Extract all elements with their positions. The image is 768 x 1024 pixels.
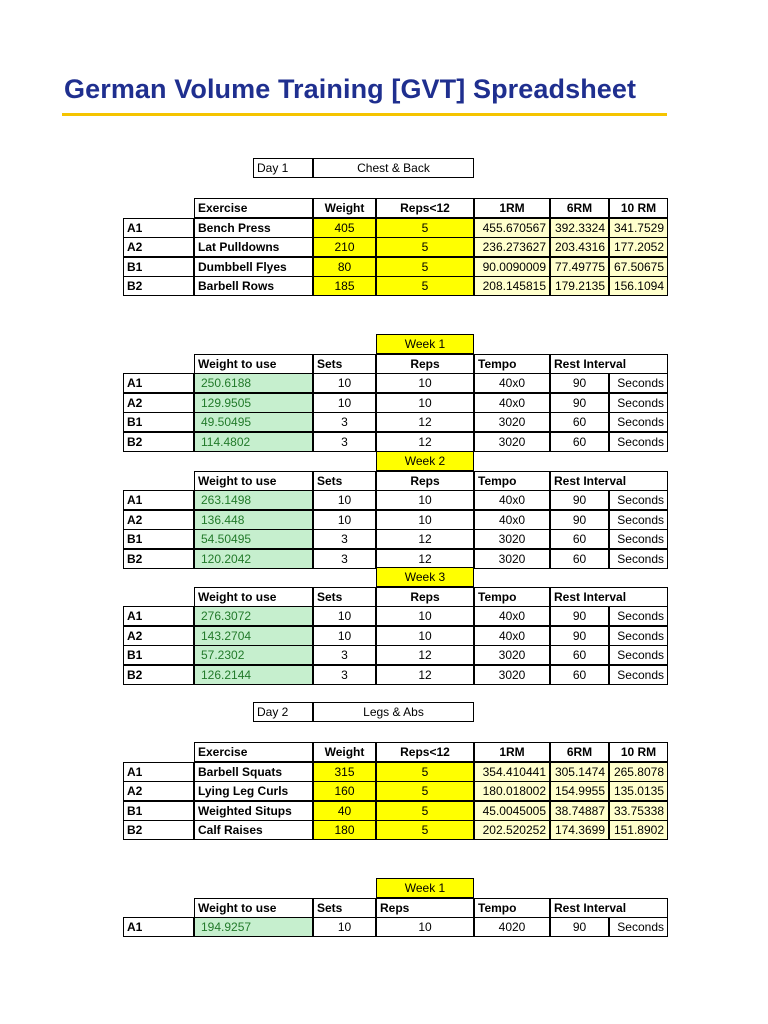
exercise-cell[interactable]: Lat Pulldowns bbox=[194, 237, 313, 257]
rm1-cell[interactable]: 45.0045005 bbox=[474, 801, 550, 821]
exercise-cell[interactable]: Dumbbell Flyes bbox=[194, 257, 313, 277]
row-id-cell[interactable]: A1 bbox=[123, 218, 194, 238]
sets-cell[interactable]: 3 bbox=[313, 665, 376, 685]
weight-input-cell[interactable]: 80 bbox=[313, 257, 376, 277]
header-weight-to-use: Weight to use bbox=[194, 587, 313, 607]
row-id-cell[interactable]: A1 bbox=[123, 490, 194, 510]
rest-unit-cell[interactable]: Seconds bbox=[609, 510, 668, 530]
row-id-cell[interactable]: B1 bbox=[123, 801, 194, 821]
rest-interval-cell[interactable]: 90 bbox=[550, 510, 609, 530]
rm1-cell[interactable]: 354.410441 bbox=[474, 762, 550, 782]
rest-unit-cell[interactable]: Seconds bbox=[609, 529, 668, 549]
rm10-cell[interactable]: 135.0135 bbox=[609, 781, 668, 801]
rm1-cell[interactable]: 180.018002 bbox=[474, 781, 550, 801]
rest-interval-cell[interactable]: 60 bbox=[550, 645, 609, 665]
rm10-cell[interactable]: 177.2052 bbox=[609, 237, 668, 257]
header-reps: Reps bbox=[376, 898, 474, 918]
header-1rm: 1RM bbox=[474, 742, 550, 762]
reps-cell[interactable]: 10 bbox=[376, 626, 474, 646]
rm10-cell[interactable]: 67.50675 bbox=[609, 257, 668, 277]
tempo-cell[interactable]: 40x0 bbox=[474, 490, 550, 510]
reps-input-cell[interactable]: 5 bbox=[376, 820, 474, 840]
tempo-cell[interactable]: 3020 bbox=[474, 645, 550, 665]
rm6-cell[interactable]: 174.3699 bbox=[550, 820, 609, 840]
row-id-cell[interactable]: A2 bbox=[123, 626, 194, 646]
rm1-cell[interactable]: 208.145815 bbox=[474, 276, 550, 296]
week-label-cell[interactable]: Week 1 bbox=[376, 334, 474, 354]
header-weight-to-use: Weight to use bbox=[194, 354, 313, 374]
sets-cell[interactable]: 3 bbox=[313, 645, 376, 665]
sets-cell[interactable]: 10 bbox=[313, 373, 376, 393]
header-reps: Reps<12 bbox=[376, 198, 474, 218]
header-6rm: 6RM bbox=[550, 742, 609, 762]
row-id-cell[interactable]: B1 bbox=[123, 257, 194, 277]
reps-input-cell[interactable]: 5 bbox=[376, 257, 474, 277]
tempo-cell[interactable]: 3020 bbox=[474, 529, 550, 549]
reps-input-cell[interactable]: 5 bbox=[376, 237, 474, 257]
reps-cell[interactable]: 12 bbox=[376, 645, 474, 665]
header-sets: Sets bbox=[313, 471, 376, 491]
header-weight-to-use: Weight to use bbox=[194, 898, 313, 918]
rm10-cell[interactable]: 341.7529 bbox=[609, 218, 668, 238]
rest-unit-cell[interactable]: Seconds bbox=[609, 626, 668, 646]
reps-cell[interactable]: 10 bbox=[376, 510, 474, 530]
rest-unit-cell[interactable]: Seconds bbox=[609, 432, 668, 452]
header-tempo: Tempo bbox=[474, 354, 550, 374]
weight-input-cell[interactable]: 180 bbox=[313, 820, 376, 840]
row-id-cell[interactable]: A2 bbox=[123, 781, 194, 801]
reps-cell[interactable]: 10 bbox=[376, 373, 474, 393]
day-name-cell[interactable]: Chest & Back bbox=[313, 158, 474, 178]
rest-interval-cell[interactable]: 60 bbox=[550, 549, 609, 569]
rest-interval-cell[interactable]: 60 bbox=[550, 665, 609, 685]
row-id-cell[interactable]: A1 bbox=[123, 606, 194, 626]
rest-unit-cell[interactable]: Seconds bbox=[609, 645, 668, 665]
rest-interval-cell[interactable]: 90 bbox=[550, 917, 609, 937]
page-title: German Volume Training [GVT] Spreadsheet bbox=[64, 74, 637, 104]
exercise-cell[interactable]: Lying Leg Curls bbox=[194, 781, 313, 801]
tempo-cell[interactable]: 4020 bbox=[474, 917, 550, 937]
header-tempo: Tempo bbox=[474, 471, 550, 491]
header-reps: Reps bbox=[376, 587, 474, 607]
rest-unit-cell[interactable]: Seconds bbox=[609, 490, 668, 510]
rm6-cell[interactable]: 179.2135 bbox=[550, 276, 609, 296]
sets-cell[interactable]: 3 bbox=[313, 529, 376, 549]
sets-cell[interactable]: 10 bbox=[313, 606, 376, 626]
reps-input-cell[interactable]: 5 bbox=[376, 762, 474, 782]
row-id-cell[interactable]: A1 bbox=[123, 762, 194, 782]
header-weight-to-use: Weight to use bbox=[194, 471, 313, 491]
rest-interval-cell[interactable]: 90 bbox=[550, 393, 609, 413]
header-sets: Sets bbox=[313, 898, 376, 918]
header-weight: Weight bbox=[313, 198, 376, 218]
weight-input-cell[interactable]: 40 bbox=[313, 801, 376, 821]
header-reps: Reps bbox=[376, 354, 474, 374]
tempo-cell[interactable]: 40x0 bbox=[474, 606, 550, 626]
rm1-cell[interactable]: 236.273627 bbox=[474, 237, 550, 257]
rm6-cell[interactable]: 38.74887 bbox=[550, 801, 609, 821]
rm10-cell[interactable]: 33.75338 bbox=[609, 801, 668, 821]
row-id-cell[interactable]: B2 bbox=[123, 276, 194, 296]
reps-cell[interactable]: 12 bbox=[376, 529, 474, 549]
row-id-cell[interactable]: B1 bbox=[123, 412, 194, 432]
weight-to-use-cell[interactable]: 263.1498 bbox=[194, 490, 313, 510]
day-label-cell[interactable]: Day 1 bbox=[253, 158, 313, 178]
reps-input-cell[interactable]: 5 bbox=[376, 276, 474, 296]
weight-input-cell[interactable]: 405 bbox=[313, 218, 376, 238]
reps-cell[interactable]: 10 bbox=[376, 606, 474, 626]
header-rest-interval: Rest Interval bbox=[550, 354, 668, 374]
exercise-cell[interactable]: Weighted Situps bbox=[194, 801, 313, 821]
weight-to-use-cell[interactable]: 136.448 bbox=[194, 510, 313, 530]
exercise-cell[interactable]: Barbell Rows bbox=[194, 276, 313, 296]
rest-interval-cell[interactable]: 60 bbox=[550, 529, 609, 549]
exercise-cell[interactable]: Barbell Squats bbox=[194, 762, 313, 782]
reps-input-cell[interactable]: 5 bbox=[376, 218, 474, 238]
header-10rm: 10 RM bbox=[609, 198, 668, 218]
header-1rm: 1RM bbox=[474, 198, 550, 218]
weight-to-use-cell[interactable]: 194.9257 bbox=[194, 917, 313, 937]
rm6-cell[interactable]: 203.4316 bbox=[550, 237, 609, 257]
rest-interval-cell[interactable]: 90 bbox=[550, 373, 609, 393]
reps-input-cell[interactable]: 5 bbox=[376, 801, 474, 821]
header-reps: Reps bbox=[376, 471, 474, 491]
tempo-cell[interactable]: 40x0 bbox=[474, 373, 550, 393]
rest-unit-cell[interactable]: Seconds bbox=[609, 549, 668, 569]
rm10-cell[interactable]: 265.8078 bbox=[609, 762, 668, 782]
rest-interval-cell[interactable]: 90 bbox=[550, 490, 609, 510]
week-label-cell[interactable]: Week 2 bbox=[376, 451, 474, 471]
weight-to-use-cell[interactable]: 250.6188 bbox=[194, 373, 313, 393]
rm6-cell[interactable]: 154.9955 bbox=[550, 781, 609, 801]
reps-cell[interactable]: 12 bbox=[376, 549, 474, 569]
week-label-cell[interactable]: Week 3 bbox=[376, 567, 474, 587]
row-id-cell[interactable]: B2 bbox=[123, 549, 194, 569]
reps-cell[interactable]: 10 bbox=[376, 490, 474, 510]
weight-to-use-cell[interactable]: 143.2704 bbox=[194, 626, 313, 646]
header-tempo: Tempo bbox=[474, 898, 550, 918]
reps-cell[interactable]: 12 bbox=[376, 412, 474, 432]
weight-to-use-cell[interactable]: 49.50495 bbox=[194, 412, 313, 432]
row-id-cell[interactable]: A2 bbox=[123, 510, 194, 530]
header-10rm: 10 RM bbox=[609, 742, 668, 762]
header-6rm: 6RM bbox=[550, 198, 609, 218]
weight-input-cell[interactable]: 160 bbox=[313, 781, 376, 801]
weight-to-use-cell[interactable]: 129.9505 bbox=[194, 393, 313, 413]
rest-interval-cell[interactable]: 90 bbox=[550, 606, 609, 626]
week-label-cell[interactable]: Week 1 bbox=[376, 878, 474, 898]
rest-unit-cell[interactable]: Seconds bbox=[609, 393, 668, 413]
sets-cell[interactable]: 10 bbox=[313, 510, 376, 530]
row-id-cell[interactable]: B2 bbox=[123, 820, 194, 840]
header-rest-interval: Rest Interval bbox=[550, 471, 668, 491]
rest-unit-cell[interactable]: Seconds bbox=[609, 917, 668, 937]
rest-unit-cell[interactable]: Seconds bbox=[609, 412, 668, 432]
exercise-cell[interactable]: Calf Raises bbox=[194, 820, 313, 840]
sets-cell[interactable]: 10 bbox=[313, 490, 376, 510]
rest-unit-cell[interactable]: Seconds bbox=[609, 665, 668, 685]
reps-cell[interactable]: 10 bbox=[376, 917, 474, 937]
row-id-cell[interactable]: B1 bbox=[123, 645, 194, 665]
rm1-cell[interactable]: 90.0090009 bbox=[474, 257, 550, 277]
tempo-cell[interactable]: 3020 bbox=[474, 549, 550, 569]
reps-cell[interactable]: 12 bbox=[376, 665, 474, 685]
sets-cell[interactable]: 10 bbox=[313, 393, 376, 413]
sets-cell[interactable]: 10 bbox=[313, 626, 376, 646]
header-rest-interval: Rest Interval bbox=[550, 587, 668, 607]
row-id-cell[interactable]: B1 bbox=[123, 529, 194, 549]
row-id-cell[interactable]: A2 bbox=[123, 393, 194, 413]
header-tempo: Tempo bbox=[474, 587, 550, 607]
rm1-cell[interactable]: 455.670567 bbox=[474, 218, 550, 238]
header-reps: Reps<12 bbox=[376, 742, 474, 762]
header-exercise: Exercise bbox=[194, 198, 313, 218]
tempo-cell[interactable]: 3020 bbox=[474, 412, 550, 432]
rest-interval-cell[interactable]: 60 bbox=[550, 432, 609, 452]
row-id-cell[interactable]: A1 bbox=[123, 373, 194, 393]
day-label-cell[interactable]: Day 2 bbox=[253, 702, 313, 722]
rm6-cell[interactable]: 392.3324 bbox=[550, 218, 609, 238]
sets-cell[interactable]: 3 bbox=[313, 549, 376, 569]
tempo-cell[interactable]: 40x0 bbox=[474, 393, 550, 413]
title-underline bbox=[62, 113, 667, 116]
rm6-cell[interactable]: 305.1474 bbox=[550, 762, 609, 782]
rest-interval-cell[interactable]: 90 bbox=[550, 626, 609, 646]
sets-cell[interactable]: 10 bbox=[313, 917, 376, 937]
rm1-cell[interactable]: 202.520252 bbox=[474, 820, 550, 840]
rm10-cell[interactable]: 156.1094 bbox=[609, 276, 668, 296]
rest-unit-cell[interactable]: Seconds bbox=[609, 373, 668, 393]
row-id-cell[interactable]: B2 bbox=[123, 665, 194, 685]
tempo-cell[interactable]: 3020 bbox=[474, 665, 550, 685]
reps-input-cell[interactable]: 5 bbox=[376, 781, 474, 801]
header-weight: Weight bbox=[313, 742, 376, 762]
rm6-cell[interactable]: 77.49775 bbox=[550, 257, 609, 277]
reps-cell[interactable]: 10 bbox=[376, 393, 474, 413]
sets-cell[interactable]: 3 bbox=[313, 412, 376, 432]
row-id-cell[interactable]: A2 bbox=[123, 237, 194, 257]
weight-to-use-cell[interactable]: 120.2042 bbox=[194, 549, 313, 569]
header-sets: Sets bbox=[313, 354, 376, 374]
rest-interval-cell[interactable]: 60 bbox=[550, 412, 609, 432]
tempo-cell[interactable]: 40x0 bbox=[474, 510, 550, 530]
weight-input-cell[interactable]: 185 bbox=[313, 276, 376, 296]
header-sets: Sets bbox=[313, 587, 376, 607]
tempo-cell[interactable]: 3020 bbox=[474, 432, 550, 452]
row-id-cell[interactable]: A1 bbox=[123, 917, 194, 937]
weight-to-use-cell[interactable]: 57.2302 bbox=[194, 645, 313, 665]
weight-input-cell[interactable]: 315 bbox=[313, 762, 376, 782]
weight-to-use-cell[interactable]: 54.50495 bbox=[194, 529, 313, 549]
header-rest-interval: Rest Interval bbox=[550, 898, 668, 918]
reps-cell[interactable]: 12 bbox=[376, 432, 474, 452]
tempo-cell[interactable]: 40x0 bbox=[474, 626, 550, 646]
rm10-cell[interactable]: 151.8902 bbox=[609, 820, 668, 840]
day-name-cell[interactable]: Legs & Abs bbox=[313, 702, 474, 722]
row-id-cell[interactable]: B2 bbox=[123, 432, 194, 452]
weight-input-cell[interactable]: 210 bbox=[313, 237, 376, 257]
sets-cell[interactable]: 3 bbox=[313, 432, 376, 452]
weight-to-use-cell[interactable]: 126.2144 bbox=[194, 665, 313, 685]
rest-unit-cell[interactable]: Seconds bbox=[609, 606, 668, 626]
weight-to-use-cell[interactable]: 276.3072 bbox=[194, 606, 313, 626]
exercise-cell[interactable]: Bench Press bbox=[194, 218, 313, 238]
weight-to-use-cell[interactable]: 114.4802 bbox=[194, 432, 313, 452]
header-exercise: Exercise bbox=[194, 742, 313, 762]
